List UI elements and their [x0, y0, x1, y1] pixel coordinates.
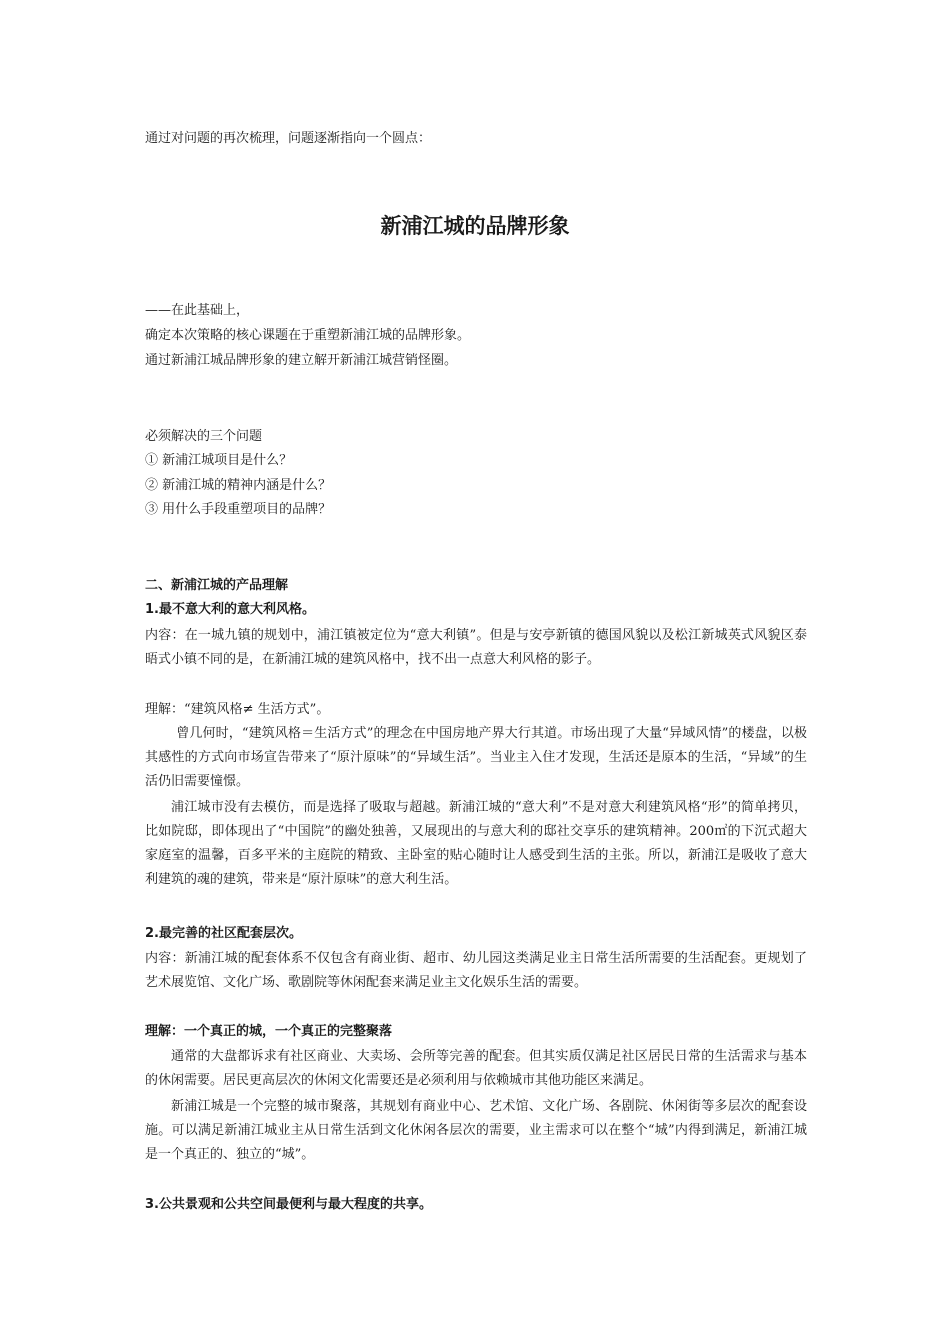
section-heading: 二、新浦江城的产品理解: [145, 578, 289, 593]
problem-item: ① 新浦江城项目是什么？: [145, 453, 293, 468]
basis-line: ——在此基础上，: [145, 303, 250, 318]
page-title: 新浦江城的品牌形象: [380, 214, 570, 238]
subsection-heading: 1.最不意大利的意大利风格。: [145, 602, 315, 617]
understanding-heading: 理解：一个真正的城，一个真正的完整聚落: [145, 1024, 393, 1039]
problems-heading: 必须解决的三个问题: [145, 429, 263, 444]
understanding-line: 理解：“建筑风格≠ 生活方式”。: [145, 702, 330, 717]
basis-line: 确定本次策略的核心课题在于重塑新浦江城的品牌形象。: [145, 328, 471, 343]
problem-item: ③ 用什么手段重塑项目的品牌？: [145, 502, 332, 517]
problem-item: ② 新浦江城的精神内涵是什么？: [145, 478, 332, 493]
body-paragraph: 曾几何时，“建筑风格＝生活方式”的理念在中国房地产界大行其道。市场出现了大量“异域风情”的楼盘，以极其感性的方式向市场宣告带来了“原汁原味”的“异域生活”。当业主入住才发现，生活还是原本的生活，“异域”的生活仍旧需要憧憬。: [145, 726, 807, 789]
subsection-heading: 3.公共景观和公共空间最便利与最大程度的共享。: [145, 1197, 432, 1212]
body-paragraph: 通常的大盘都诉求有社区商业、大卖场、会所等完善的配套。但其实质仅满足社区居民日常的生活需求与基本的休闲需要。居民更高层次的休闲文化需要还是必须利用与依赖城市其他功能区来满足。: [145, 1049, 807, 1088]
body-paragraph: 浦江城市没有去模仿，而是选择了吸取与超越。新浦江城的“意大利”不是对意大利建筑风格“形”的简单拷贝，比如院邸，即体现出了“中国院”的幽处独善，又展现出的与意大利的邸社交享乐的建筑精神。200㎡的下沉式超大家庭室的温馨，百多平米的主庭院的精致、主卧室的贴心随时让人感受到生活的主张。所以，新浦江是吸收了意大利建筑的魂的建筑，带来是“原汁原味”的意大利生活。: [145, 800, 807, 887]
basis-line: 通过新浦江城品牌形象的建立解开新浦江城营销怪圈。: [145, 353, 458, 368]
content-paragraph: 内容：新浦江城的配套体系不仅包含有商业街、超市、幼儿园这类满足业主日常生活所需要的生活配套。更规划了艺术展览馆、文化广场、歌剧院等休闲配套来满足业主文化娱乐生活的需要。: [145, 951, 807, 990]
body-paragraph: 新浦江城是一个完整的城市聚落，其规划有商业中心、艺术馆、文化广场、各剧院、休闲街等多层次的配套设施。可以满足新浦江城业主从日常生活到文化休闲各层次的需要，业主需求可以在整个“城”内得到满足，新浦江城是一个真正的、独立的“城”。: [145, 1099, 807, 1162]
intro-text: 通过对问题的再次梳理，问题逐渐指向一个圆点：: [145, 131, 432, 146]
content-paragraph: 内容：在一城九镇的规划中，浦江镇被定位为“意大利镇”。但是与安亭新镇的德国风貌以及松江新城英式风貌区泰晤式小镇不同的是，在新浦江城的建筑风格中，找不出一点意大利风格的影子。: [145, 628, 807, 667]
subsection-heading: 2.最完善的社区配套层次。: [145, 926, 302, 941]
